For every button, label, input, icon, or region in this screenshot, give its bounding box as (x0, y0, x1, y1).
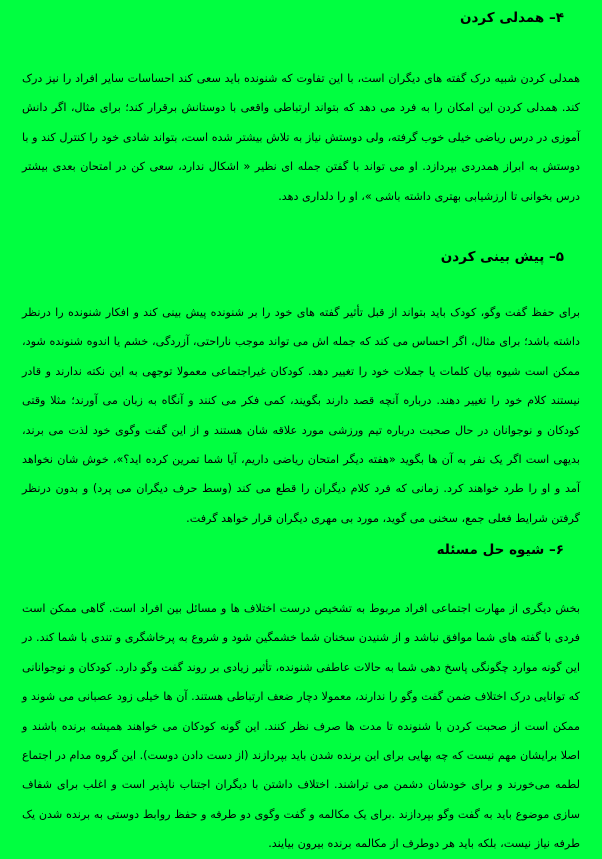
section-heading-empathy: ۴– همدلی کردن (459, 10, 564, 26)
section-body-problem-solving: بخش دیگری از مهارت اجتماعی افراد مربوط به تشخیص درست اختلاف ها و مسائل بین افراد است. گاهی ممکن است فردی با گفته های شما موافق نباشد و از شنیدن سخنان شما خشمگین شود و شروع به پرخاشگری و تندی با شما کند. در این گونه موارد چگونگی پاسخ دهی شما به حالات عاطفی شنونده، تأثیر زیادی بر روند گفت وگو دارد. کودکان و نوجوانانی که توانایی درک اختلاف ضمن گفت وگو را ندارند، معمولا دچار ضعف ارتباطی هستند. آن ها خیلی زود عصبانی می شوند و ممکن است از صحبت کردن با شنونده تا مدت ها صرف نظر کنند. این گونه کودکان می خواهند همیشه برنده باشند و اصلا برایشان مهم نیست که چه بهایی برای این برنده شدن باید بپردازند (از دست دادن دوست). این گروه مدام در اجتماع لطمه می‌خورند و برای خودشان دشمن می تراشند. اختلاف داشتن با دیگران اجتناب ناپذیر است و اغلب برای شفاف سازی موضوع باید به گفت وگو بپردازند .برای یک مکالمه و گفت وگوی دو طرفه و حفظ روابط دوستی به برنده شدن یک طرفه نیاز نیست، بلکه باید هر دوطرف از مکالمه برنده بیرون بیایند. (22, 602, 580, 851)
section-body-empathy: همدلی کردن شبیه درک گفته های دیگران است، با این تفاوت که شنونده باید سعی کند احساسات سایر افراد را نیز درک کند. همدلی کردن این امکان را به فرد می دهد که بتواند ارتباطی واقعی با دوستانش برقرار کند؛ برای مثال، اگر دانش آموزی در درس ریاضی خیلی خوب گرفته، ولی دوستش نیاز به تلاش بیشتر شده است، بتواند شادی خود را کنترل کند و با دوستش به ابراز همدردی بپردازد. او می تواند با گفتن جمله ای نظیر « اشکال ندارد، سعی کن در امتحان بعدی بیشتر درس بخوانی تا ارزشیابی بهتری داشته باشی »، او را دلداری دهد. (22, 72, 580, 203)
section-body-prediction: برای حفظ گفت وگو، کودک باید بتواند از قبل تأثیر گفته های خود را بر شنونده پیش بینی کند و افکار شنونده را درنظر داشته باشد؛ برای مثال، اگر احساس می کند که جمله اش می تواند موجب ناراحتی، آزردگی، خشم یا اندوه شنونده شود، ممکن است شیوه بیان کلمات یا جملات خود را تغییر دهد. کودکان غیراجتماعی معمولا توجهی به این نکته ندارند و قادر نیستند کلام خود را تغییر دهند. درباره آنچه قصد دارند بگویند، کمی فکر می کنند و آنگاه به زبان می آورند؛ مثلا وقتی کودکان و نوجوانان در حال صحبت درباره تیم ورزشی مورد علاقه شان هستند و از این گفت وگوی خود لذت می برند، بدیهی است اگر یک نفر به آن ها بگوید «هفته دیگر امتحان ریاضی داریم، آیا شما تمرین کرده اید؟»، خوش شان نخواهد آمد و او را طرد خواهند کرد. زمانی که فرد کلام دیگران را قطع می کند (وسط حرف دیگران می پرد) و بدون درنظر گرفتن شرایط فعلی جمع، سخنی می گوید، مورد بی مهری دیگران قرار خواهد گرفت. (22, 306, 580, 525)
section-heading-prediction: ۵– پیش بینی کردن (440, 249, 564, 265)
section-heading-problem-solving: ۶– شیوه حل مسئله (436, 542, 564, 558)
